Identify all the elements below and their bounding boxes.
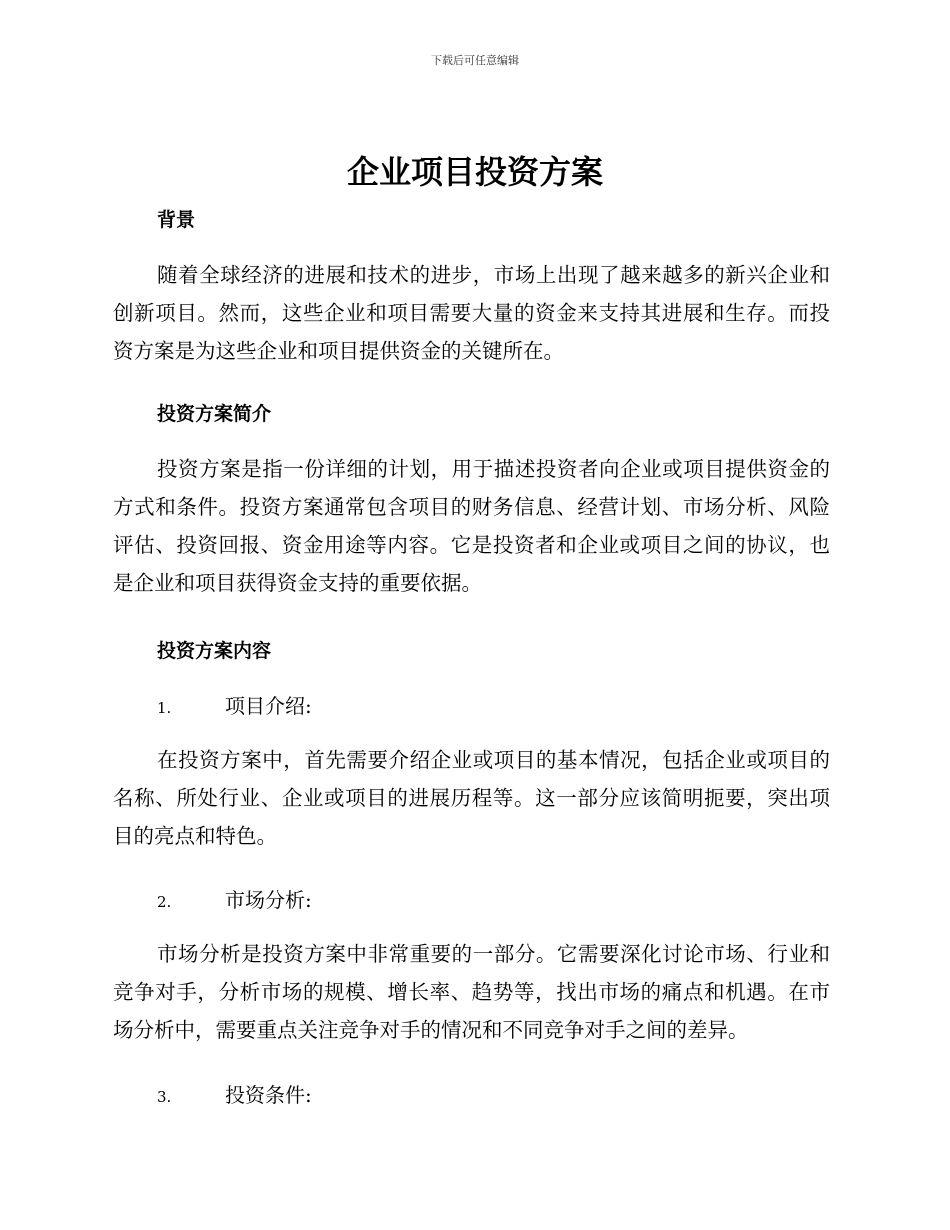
- list-number: 1.: [157, 699, 172, 717]
- list-item-1: [157, 691, 312, 723]
- document-title: 企业项目投资方案: [346, 153, 603, 191]
- heading-content: 投资方案内容: [157, 640, 272, 662]
- paragraph-background: 随着全球经济的进展和技术的进步，市场上出现了越来越多的新兴企业和创新项目。然而，这些企业和项目需要大量的资金来支持其进展和生存。而投资方案是为这些企业和项目提供资金的关键所在。: [113, 263, 830, 363]
- paragraph-item-2: 市场分析是投资方案中非常重要的一部分。它需要深化讨论市场、行业和竞争对手，分析市场的规模、增长率、趋势等，找出市场的痛点和机遇。在市场分析中，需要重点关注竞争对手的情况和不同竞争对手之间的差异。: [113, 942, 830, 1042]
- list-label: 项目介绍:: [225, 694, 312, 718]
- heading-background: 背景: [157, 209, 196, 231]
- paragraph-intro: 投资方案是指一份详细的计划，用于描述投资者向企业或项目提供资金的方式和条件。投资方案通常包含项目的财务信息、经营计划、市场分析、风险评估、投资回报、资金用途等内容。它是投资者和企业或项目之间的协议，也是企业和项目获得资金支持的重要依据。: [113, 457, 830, 595]
- list-number: 3.: [157, 1088, 172, 1106]
- list-label: 市场分析:: [225, 888, 312, 912]
- header-note: 下载后可任意编辑: [431, 54, 519, 67]
- list-label: 投资条件:: [225, 1083, 312, 1107]
- heading-intro: 投资方案简介: [157, 403, 272, 425]
- list-item-3: [157, 1080, 312, 1112]
- paragraph-item-1: 在投资方案中，首先需要介绍企业或项目的基本情况，包括企业或项目的名称、所处行业、企业或项目的进展历程等。这一部分应该简明扼要，突出项目的亮点和特色。: [113, 748, 830, 848]
- list-number: 2.: [157, 893, 172, 911]
- list-item-2: [157, 885, 312, 917]
